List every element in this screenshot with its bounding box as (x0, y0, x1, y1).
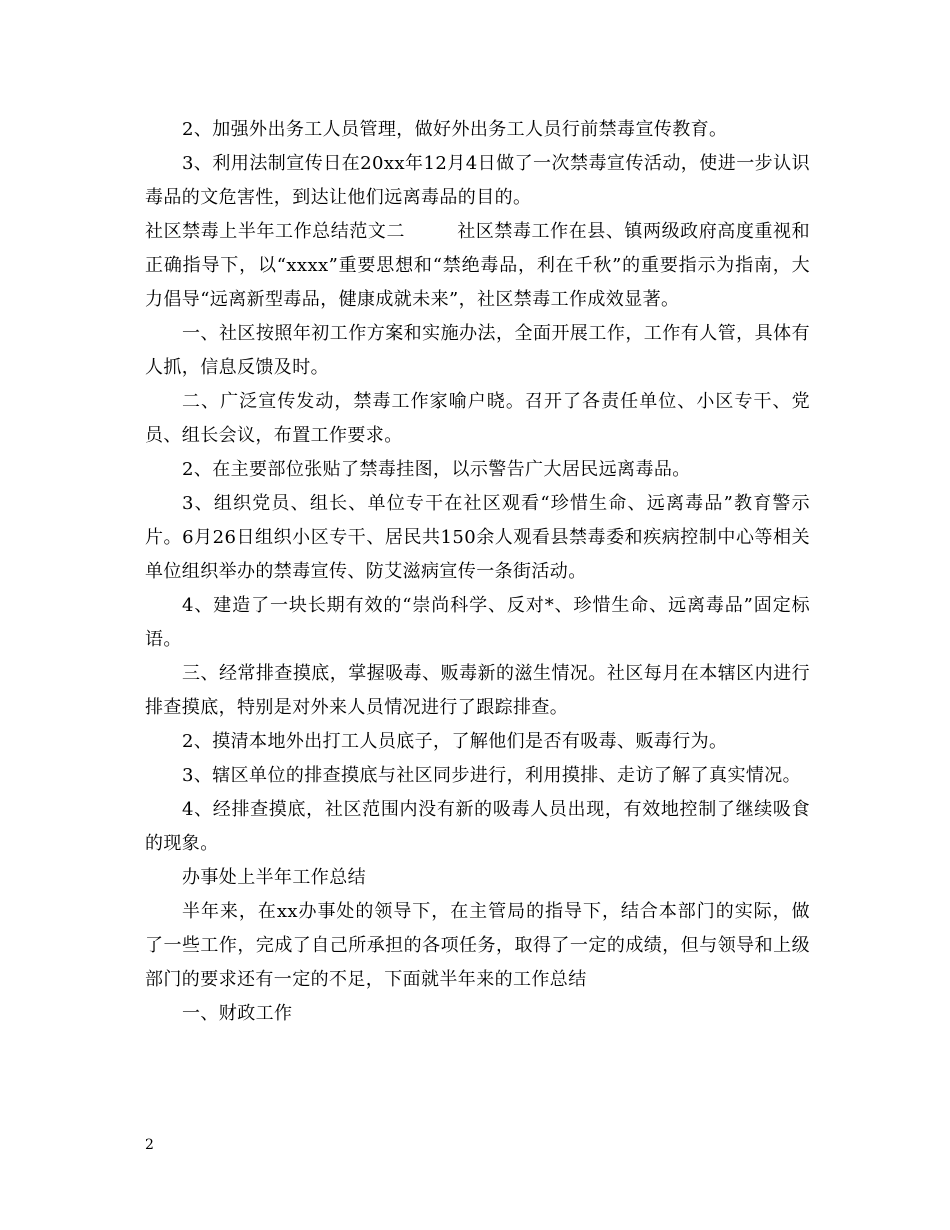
paragraph-posters: 2、在主要部位张贴了禁毒挂图，以示警告广大居民远离毒品。 (182, 459, 691, 480)
paragraph-unit-inspection: 3、辖区单位的排查摸底与社区同步进行，利用摸排、走访了解了真实情况。 (182, 765, 802, 786)
paragraph-point-one: 一、社区按照年初工作方案和实施办法，全面开展工作，工作有人管，具体有人抓，信息反馈及时。 (145, 323, 810, 378)
paragraph-section-two-intro (145, 215, 810, 317)
paragraph-point-two: 二、广泛宣传发动，禁毒工作家喻户晓。召开了各责任单位、小区专干、党员、组长会议，布置工作要求。 (145, 391, 810, 446)
paragraph-finance-work: 一、财政工作 (182, 1003, 293, 1024)
paragraph-migrant-workers: 2、摸清本地外出打工人员底子，了解他们是否有吸毒、贩毒行为。 (182, 731, 728, 752)
paragraph-inspection-result: 4、经排查摸底，社区范围内没有新的吸毒人员出现，有效地控制了继续吸食的现象。 (145, 799, 810, 854)
paragraph-slogan: 4、建造了一块长期有效的“崇尚科学、反对*、珍惜生命、远离毒品”固定标语。 (145, 595, 810, 650)
paragraph-outbound-workers: 2、加强外出务工人员管理，做好外出务工人员行前禁毒宣传教育。 (182, 119, 728, 140)
paragraph-office-summary-title: 办事处上半年工作总结 (182, 867, 366, 888)
paragraph-office-summary-intro: 半年来，在xx办事处的领导下，在主管局的指导下，结合本部门的实际，做了一些工作，完成了自己所承担的各项任务，取得了一定的成绩，但与领导和上级部门的要求还有一定的不足，下面就半年来的工作总结 (145, 901, 810, 990)
paragraph-education-film: 3、组织党员、组长、单位专干在社区观看“珍惜生命、远离毒品”教育警示片。6月26日组织小区专干、居民共150余人观看县禁毒委和疾病控制中心等相关单位组织举办的禁毒宣传、防艾滋病宣传一条街活动。 (145, 493, 810, 582)
paragraph-point-three: 三、经常排查摸底，掌握吸毒、贩毒新的滋生情况。社区每月在本辖区内进行排查摸底，特别是对外来人员情况进行了跟踪排查。 (145, 663, 810, 718)
document-body (145, 113, 810, 1031)
page-number: 2 (145, 1137, 154, 1153)
section-heading: 社区禁毒上半年工作总结范文二 (145, 221, 406, 242)
section-opening-text: 社区禁毒工作在县、镇两级政府高度重视和正确指导下，以“xxxx”重要思想和“禁绝毒品，利在千秋”的重要指示为指南，大力倡导“远离新型毒品，健康成就未来”，社区禁毒工作成效显著。 (145, 221, 810, 310)
paragraph-legal-day-campaign: 3、利用法制宣传日在20xx年12月4日做了一次禁毒宣传活动，使进一步认识毒品的文危害性，到达让他们远离毒品的目的。 (145, 153, 810, 208)
